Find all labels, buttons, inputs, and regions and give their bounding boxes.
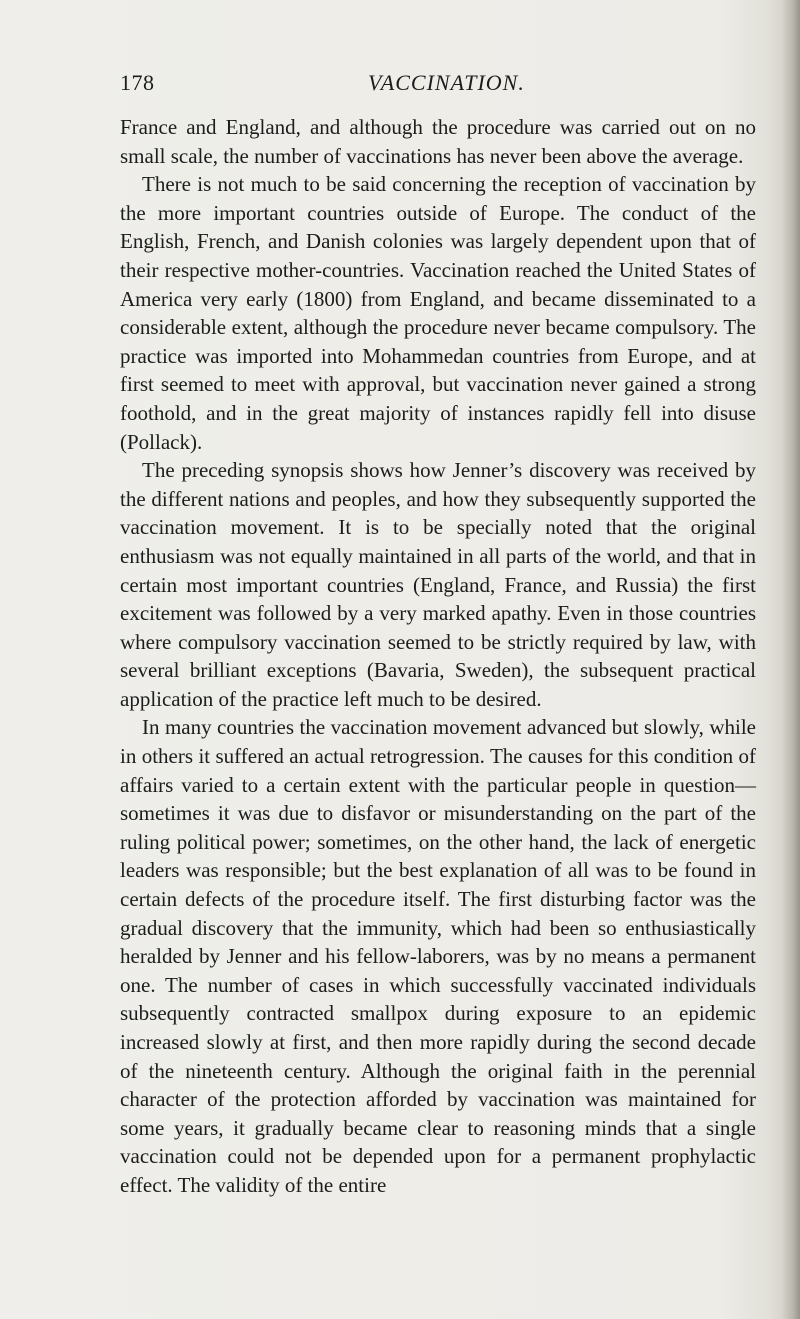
page-number: 178 <box>120 70 155 95</box>
page-edge-shadow <box>782 0 800 1319</box>
body-text <box>120 113 756 1200</box>
paragraph-synopsis: The preceding synopsis shows how Jenner’s discovery was received by the different nations and peoples, and how they subsequently supported the vaccination movement. It is to be specially noted that the original enthusiasm was not equally maintained in all parts of the world, and that in certain most important countries (England, France, and Russia) the first excitement was followed by a very marked apathy. Even in those countries where compulsory vaccination seemed to be strictly required by law, with several brilliant exceptions (Bavaria, Sweden), the subsequent practical application of the practice left much to be desired. <box>120 458 756 711</box>
page-header <box>120 70 760 106</box>
paragraph-continued: France and England, and although the procedure was carried out on no small scale, the number of vaccinations has never been above the average. <box>120 115 756 168</box>
paragraph-retrogression: In many countries the vaccination movement advanced but slowly, while in others it suffered an actual retrogression. The causes for this condition of affairs varied to a certain extent with the particular people in question—sometimes it was due to disfavor or misunderstanding on the part of the ruling political power; sometimes, on the other hand, the lack of energetic leaders was responsible; but the best explanation of all was to be found in certain defects of the procedure itself. The first disturbing factor was the gradual discovery that the immunity, which had been so enthusiastically heralded by Jenner and his fellow-laborers, was by no means a permanent one. The number of cases in which successfully vaccinated individuals subsequently contracted smallpox during exposure to an epidemic increased slowly at first, and then more rapidly during the second decade of the nineteenth century. Although the original faith in the perennial character of the protection afforded by vaccination was maintained for some years, it gradually became clear to reasoning minds that a single vaccination could not be depended upon for a permanent prophylactic effect. The validity of the entire <box>120 715 756 1197</box>
running-title: VACCINATION. <box>368 70 525 95</box>
paragraph-reception-outside-europe: There is not much to be said concerning the reception of vaccination by the more important countries outside of Europe. The conduct of the English, French, and Danish colonies was largely dependent upon that of their respective mother-countries. Vaccination reached the United States of America very early (1800) from England, and became disseminated to a considerable extent, although the procedure never became compulsory. The practice was imported into Mohammedan countries from Europe, and at first seemed to meet with approval, but vaccination never gained a strong foothold, and in the great majority of instances rapidly fell into disuse (Pollack). <box>120 172 756 454</box>
